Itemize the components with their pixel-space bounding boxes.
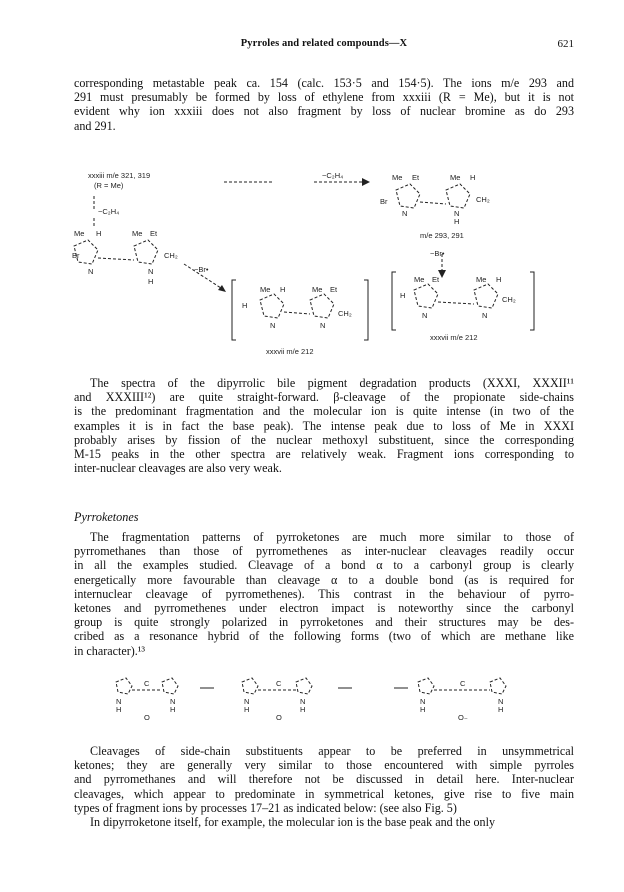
- text-line: in all the examples studied. Cleavage of a bond α to a carbonyl group is clearly: [74, 558, 574, 573]
- atom-label: C: [460, 679, 466, 688]
- pyrrole-ring: [396, 184, 420, 208]
- pyrrole-ring: [474, 284, 498, 308]
- atom-label: H: [170, 705, 176, 714]
- paragraph-cleavages: [74, 744, 574, 829]
- atom-label: H: [470, 173, 476, 182]
- atom-label: O: [144, 713, 150, 722]
- atom-label: CH₂: [476, 195, 490, 204]
- section-heading: Pyrroketones: [74, 510, 139, 524]
- pyrrole-ring: [242, 678, 258, 694]
- running-header: [74, 38, 574, 54]
- atom-label: H: [242, 301, 248, 310]
- text-line: M-15 peaks in the other spectra are relatively weak. Fragment ions corresponding to: [74, 447, 574, 462]
- text-line: probably arises by fission of the nuclear methoxyl substituent, since the corresponding: [74, 432, 574, 447]
- atom-label: H: [116, 705, 122, 714]
- atom-label: H: [300, 705, 306, 714]
- pyrrole-ring: [310, 294, 334, 318]
- bracket: [530, 272, 534, 330]
- text-line: Cleavages of side-chain substituents appear to be preferred in unsymmetrical: [90, 744, 574, 758]
- arrow-head: [362, 178, 370, 186]
- atom-label: N: [422, 311, 428, 320]
- atom-label: Me: [312, 285, 323, 294]
- bracket: [364, 280, 368, 340]
- paragraph-dipyrrolic: [74, 376, 574, 475]
- text-line: internuclear cleavage of pyrromethenes). This contrast in the behaviour of pyrro-: [74, 586, 574, 601]
- atom-label: N: [300, 697, 306, 706]
- text-line: The spectra of the dipyrrolic bile pigment degradation products (XXXI, XXXII¹¹: [90, 376, 574, 390]
- text-line: and pyrromethanes and will therefore not be discussed in detail here. Inter-nuclear: [74, 772, 574, 787]
- pyrrole-ring: [260, 294, 284, 318]
- text-line: cleavages, which appear to predominate in symmetrical ketones, give rise to five main: [74, 786, 574, 801]
- atom-label: H: [96, 229, 102, 238]
- bracket: [232, 280, 236, 340]
- arrow-head: [438, 270, 446, 278]
- atom-label: Me: [450, 173, 461, 182]
- atom-label: Me: [74, 229, 85, 238]
- atom-label: C: [276, 679, 282, 688]
- text-line: pyrromethanes than those of pyrromethenes as inter-nuclear cleavages readily occur: [74, 544, 574, 559]
- atom-label: Me: [132, 229, 143, 238]
- text-line: group is quite strongly polarized in pyrroketones and their structures may be des-: [74, 615, 574, 630]
- bond-line: [284, 312, 310, 314]
- ion-label: xxxiii m/e 321, 319: [88, 171, 151, 180]
- arrow-label: −C₂H₄: [322, 171, 344, 180]
- arrow-label: −Br•: [194, 265, 209, 274]
- text-line: ketones and pyrromethenes under electron impact is noteworthy since the carbonyl: [74, 601, 574, 616]
- resonance-forms: [100, 672, 550, 728]
- text-line: cribed as a resonance hybrid of the following forms (two of which are methane like: [74, 629, 574, 644]
- arrow-label: −Br•: [430, 249, 445, 258]
- text-line: types of fragment ions by processes 17–21 as indicated below: (see also Fig. 5): [74, 800, 457, 815]
- atom-label: CH₂: [502, 295, 516, 304]
- text-line: In dipyrroketone itself, for example, the molecular ion is the base peak and the only: [90, 815, 496, 830]
- atom-label: N: [482, 311, 488, 320]
- atom-label: CH₂: [164, 251, 178, 260]
- pyrrole-ring: [134, 240, 158, 264]
- atom-label: Et: [412, 173, 420, 182]
- atom-label: Et: [150, 229, 158, 238]
- atom-label: Et: [330, 285, 338, 294]
- ion-label: xxxvii m/e 212: [430, 333, 478, 342]
- arrow-head: [218, 285, 226, 292]
- atom-label: Me: [414, 275, 425, 284]
- bracket: [392, 272, 396, 330]
- text-line: ketones; they are generally very similar to those encountered with simple pyrroles: [74, 758, 574, 773]
- atom-label: H: [280, 285, 286, 294]
- atom-label: Br: [380, 197, 388, 206]
- text-line: inter-nuclear cleavages are also very weak.: [74, 461, 282, 476]
- text-line: 291 must presumably be formed by loss of ethylene from xxxiii (R = Me), but it is not: [74, 90, 574, 105]
- page-number: 621: [557, 38, 574, 50]
- atom-label: N: [148, 267, 154, 276]
- atom-label: Et: [432, 275, 440, 284]
- bond-line: [420, 202, 446, 204]
- atom-label: O: [276, 713, 282, 722]
- text-line: evident why ion xxxiii does not also fragment by loss of nuclear bromine as do 293: [74, 104, 574, 119]
- atom-label: H: [496, 275, 502, 284]
- atom-label: Br: [72, 251, 80, 260]
- substituent-label: (R = Me): [94, 181, 124, 190]
- text-line: energetically more favourable than cleavage α to a double bond (as is required for: [74, 572, 574, 587]
- atom-label: H: [420, 705, 426, 714]
- paragraph-metastable: [74, 76, 574, 133]
- arrow-label: −C₂H₄: [98, 207, 120, 216]
- ion-label: m/e 293, 291: [420, 231, 464, 240]
- text-line: is the predominant fragmentation and the molecular ion is quite intense (in two of the: [74, 404, 574, 419]
- pyrrole-ring: [490, 678, 506, 694]
- atom-label: O₋: [458, 713, 468, 722]
- pyrrole-ring: [116, 678, 132, 694]
- atom-label: N: [244, 697, 250, 706]
- atom-label: Me: [260, 285, 271, 294]
- atom-label: C: [144, 679, 150, 688]
- ion-label: xxxvii m/e 212: [266, 347, 314, 356]
- bond-line: [438, 302, 474, 304]
- atom-label: H: [498, 705, 504, 714]
- atom-label: N: [88, 267, 94, 276]
- atom-label: H: [148, 277, 154, 286]
- bond-line: [98, 258, 134, 260]
- text-line: examples it is in fact the base peak). The intense peak due to loss of Me in XXXI: [74, 418, 574, 433]
- atom-label: Me: [476, 275, 487, 284]
- atom-label: N: [402, 209, 408, 218]
- atom-label: N: [116, 697, 122, 706]
- pyrrole-ring: [296, 678, 312, 694]
- atom-label: H: [400, 291, 406, 300]
- atom-label: N: [420, 697, 426, 706]
- atom-label: H: [244, 705, 250, 714]
- text-line: and XXXIII¹²) are quite straight-forward. β-cleavage of the propionate side-chains: [74, 390, 574, 405]
- text-line: and 291.: [74, 118, 116, 133]
- atom-label: N: [454, 209, 460, 218]
- text-line: The fragmentation patterns of pyrroketones are much more similar to those of: [90, 530, 574, 544]
- pyrrole-ring: [446, 184, 470, 208]
- atom-label: N: [498, 697, 504, 706]
- pyrrole-ring: [414, 284, 438, 308]
- atom-label: N: [170, 697, 176, 706]
- atom-label: H: [454, 217, 460, 226]
- atom-label: CH₂: [338, 309, 352, 318]
- pyrrole-ring: [418, 678, 434, 694]
- fragmentation-scheme: [74, 168, 584, 368]
- atom-label: N: [270, 321, 276, 330]
- running-title: Pyrroles and related compounds—X: [240, 38, 408, 49]
- text-line: corresponding metastable peak ca. 154 (calc. 153·5 and 154·5). The ions m/e 293 and: [74, 76, 574, 90]
- atom-label: N: [320, 321, 326, 330]
- text-line: in character).¹³: [74, 643, 146, 658]
- paragraph-pyrroketones: [74, 530, 574, 658]
- atom-label: Me: [392, 173, 403, 182]
- pyrrole-ring: [162, 678, 178, 694]
